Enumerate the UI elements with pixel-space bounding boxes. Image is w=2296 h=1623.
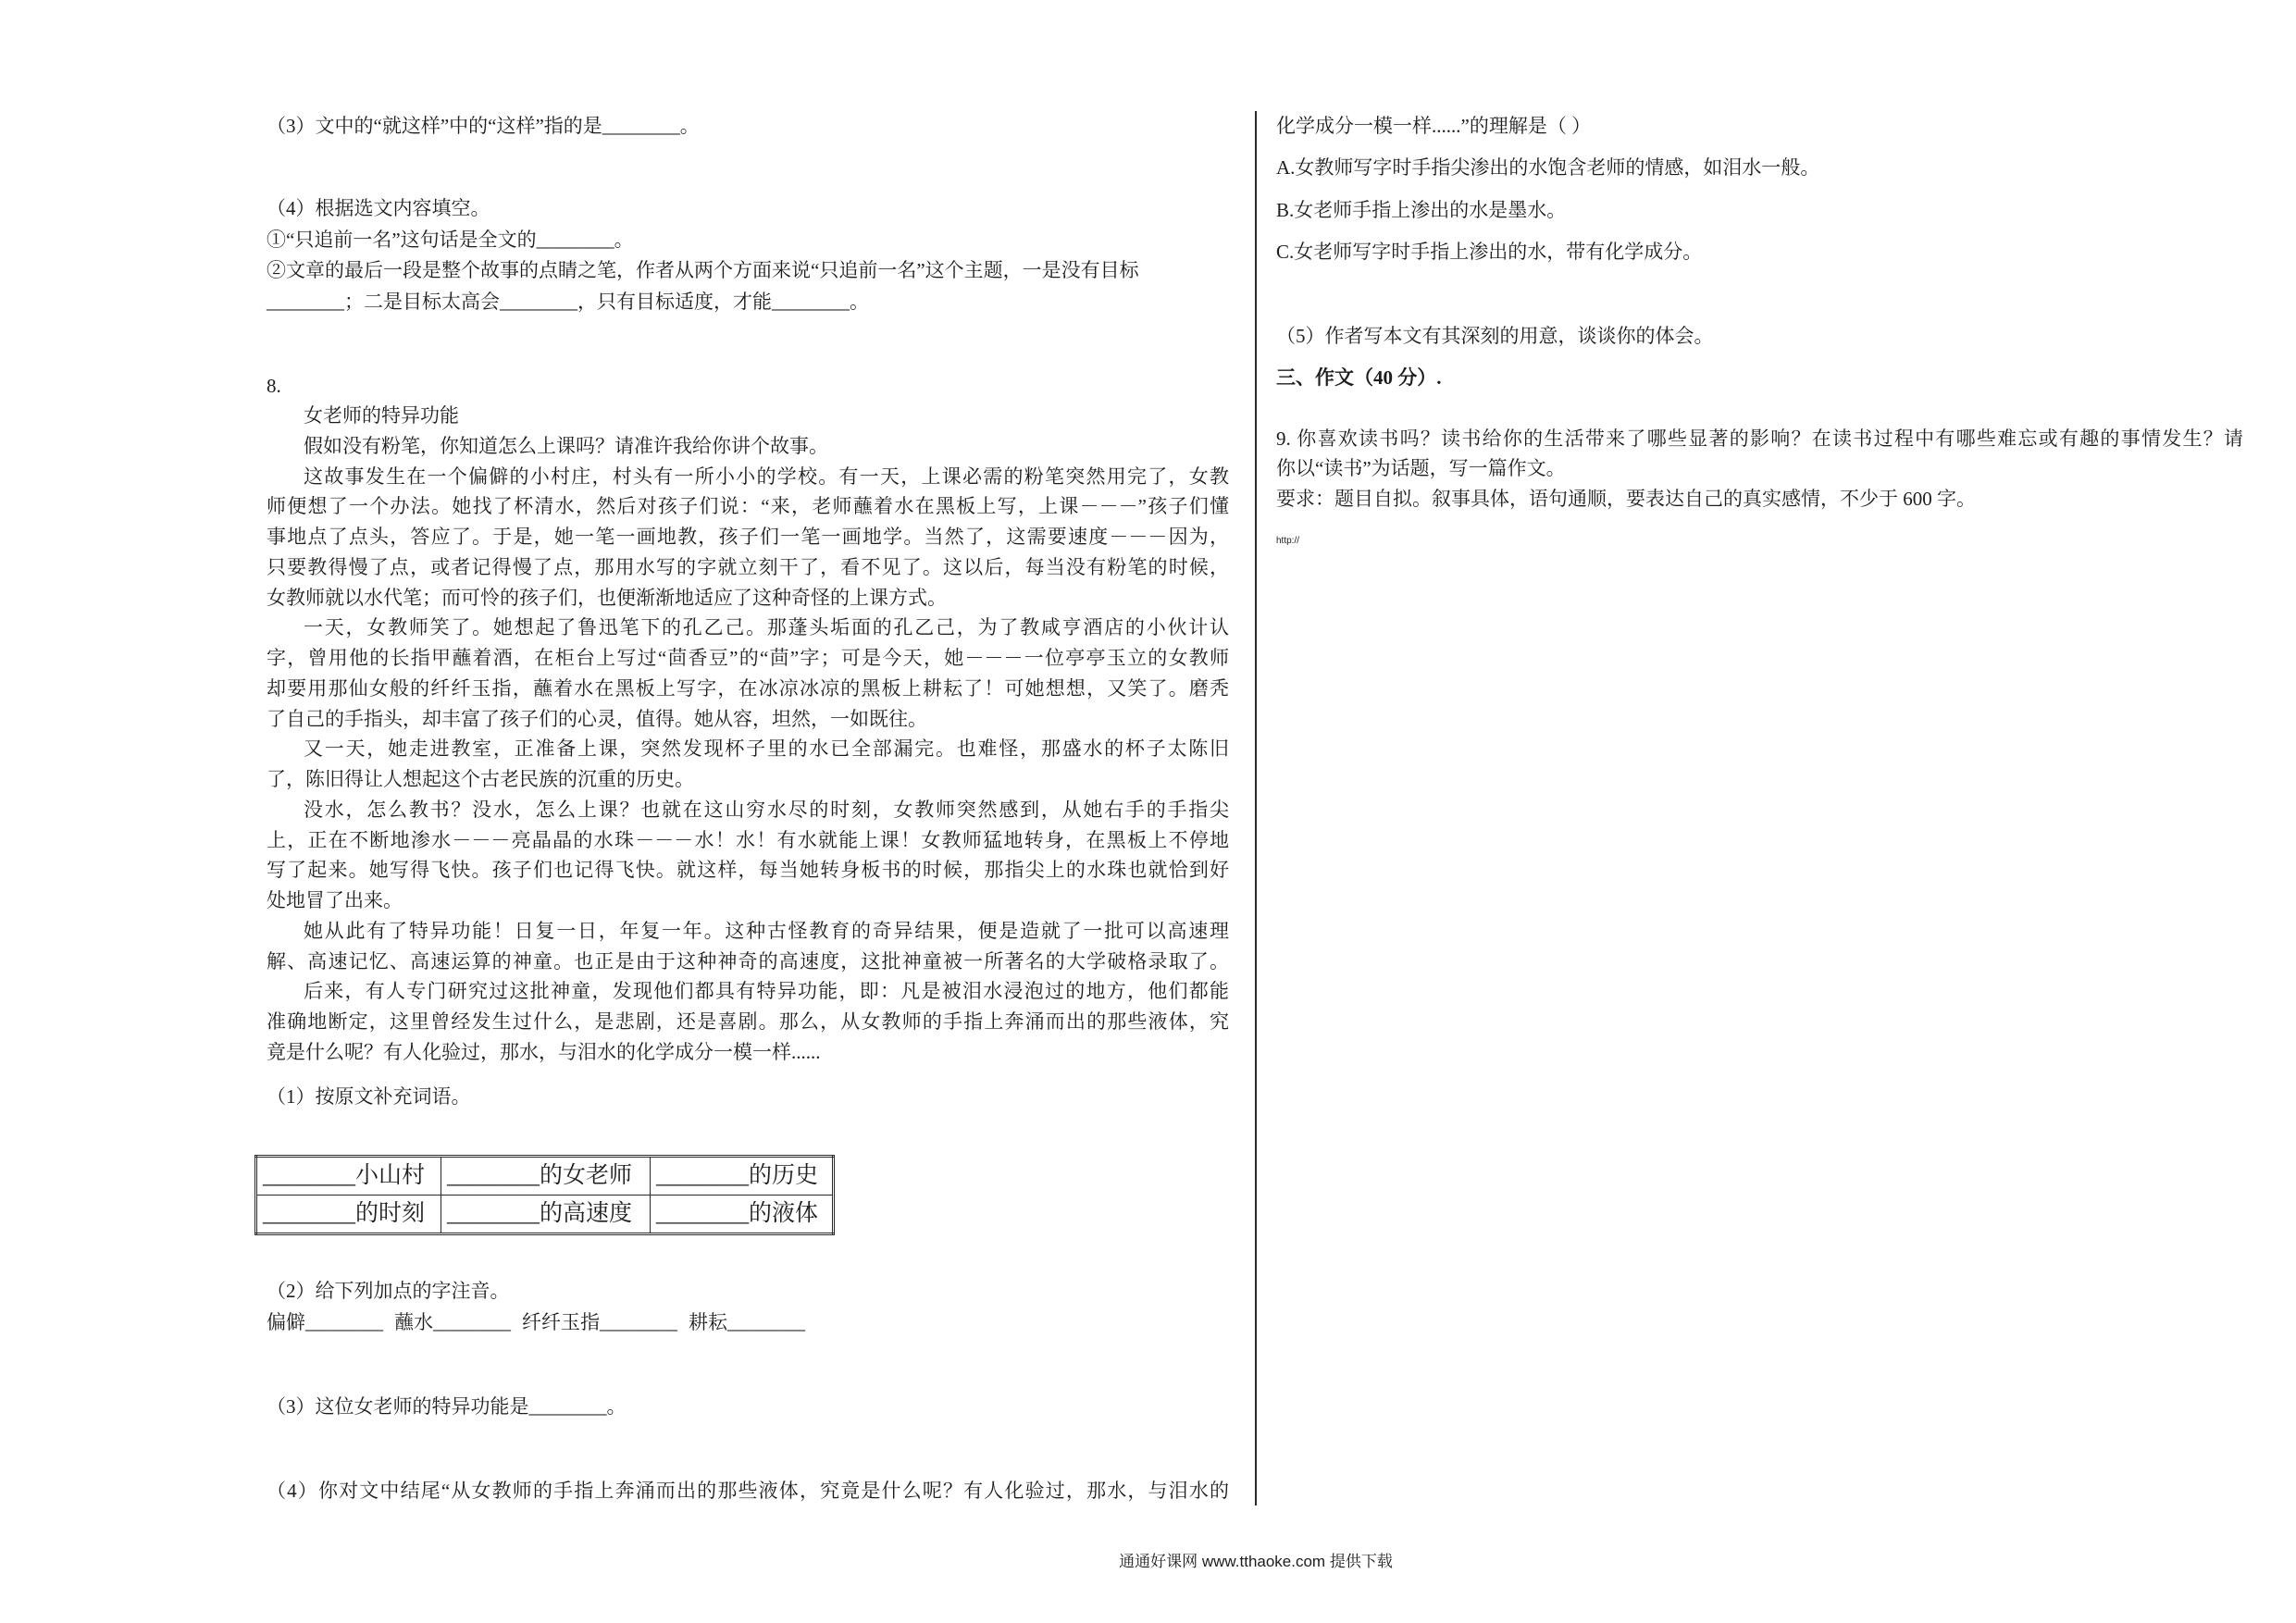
story-title: 女老师的特异功能 (304, 404, 459, 427)
q8-sub3-question: （3）这位女老师的特异功能是________。 (267, 1395, 627, 1418)
option-b: B.女老师手指上渗出的水是墨水。 (1276, 199, 1567, 221)
answer-blank: ________ (600, 1311, 677, 1333)
story-line: 后来，有人专门研究过这批神童，发现他们都具有特异功能，即：凡是被泪水浸泡过的地方，他们都能 (304, 980, 1229, 1003)
page-footer: 通通好课网 www.tthaoke.com 提供下载 (1119, 1553, 1393, 1570)
table-cell: ________的液体 (651, 1196, 834, 1234)
story-line: 女教师就以水代笔；而可怜的孩子们，也便渐渐地适应了这种奇怪的上课方式。 (267, 586, 947, 609)
pinyin-word: 纤纤玉指 (522, 1311, 600, 1333)
q8-sub4-question-line2: 化学成分一模一样......”的理解是（ ） (1276, 115, 1592, 137)
pinyin-item (267, 1307, 383, 1338)
story-line: 只要教得慢了点，或者记得慢了点，那用水写的字就立刻干了，看不见了。这以后，每当没有粉笔的时候， (267, 555, 1229, 578)
pinyin-item (522, 1307, 677, 1338)
table-cell: ________的时刻 (256, 1196, 441, 1234)
pinyin-word: 偏僻 (267, 1311, 305, 1333)
q9-line1: 9. 你喜欢读书吗？读书给你的生活带来了哪些显著的影响？在读书过程中有哪些难忘或有趣的事情发生？请 (1276, 427, 2243, 450)
story-line: 又一天，她走进教室，正准备上课，突然发现杯子里的水已全部漏完。也难怪，那盛水的杯子太陈旧 (304, 737, 1229, 761)
table-row (256, 1196, 834, 1234)
table-cell: ________小山村 (256, 1157, 441, 1196)
story-passage (267, 401, 1229, 1068)
question-8-number: 8. (267, 375, 281, 397)
story-line: 这故事发生在一个偏僻的小村庄，村头有一所小小的学校。有一天，上课必需的粉笔突然用完了，女教 (304, 465, 1229, 488)
pinyin-item (689, 1307, 805, 1338)
q7-sub3-question: （3）文中的“就这样”中的“这样”指的是________。 (267, 115, 700, 137)
q7-sub4-item1: ①“只追前一名”这句话是全文的________。 (267, 229, 634, 251)
url-text: http:// (1276, 536, 1300, 546)
q8-sub2-prompt: （2）给下列加点的字注音。 (267, 1280, 510, 1302)
table-cell: ________的历史 (651, 1157, 834, 1196)
pinyin-word: 耕耘 (689, 1311, 727, 1333)
answer-blank: ________ (305, 1311, 383, 1333)
pinyin-item (394, 1307, 511, 1338)
q9-line2: 你以“读书”为话题，写一篇作文。 (1276, 457, 1566, 479)
story-line: 上，正在不断地渗水－－－亮晶晶的水珠－－－水！水！有水就能上课！女教师猛地转身，在黑板上不停地 (267, 828, 1229, 851)
table-row (256, 1157, 834, 1196)
pinyin-items (267, 1307, 805, 1338)
story-line: 却要用那仙女般的纤纤玉指，蘸着水在黑板上写字，在冰凉冰凉的黑板上耕耘了！可她想想，又笑了。磨秃 (267, 676, 1229, 700)
option-c: C.女老师写字时手指上渗出的水，带有化学成分。 (1276, 241, 1703, 263)
story-line: 处地冒了出来。 (267, 889, 403, 911)
q7-sub4-item2-line1: ②文章的最后一段是整个故事的点睛之笔，作者从两个方面来说“只追前一名”这个主题，一是没有目标 (267, 259, 1139, 281)
column-divider (1255, 111, 1257, 1505)
story-line: 没水，怎么教书？没水，怎么上课？也就在这山穷水尽的时刻，女教师突然感到，从她右手的手指尖 (304, 798, 1229, 821)
q9-requirement: 要求：题目自拟。叙事具体，语句通顺，要表达自己的真实感情，不少于 600 字。 (1276, 488, 1976, 510)
story-line: 一天，女教师笑了。她想起了鲁迅笔下的孔乙己。那蓬头垢面的孔乙己，为了教咸亨酒店的小伙计认 (304, 616, 1229, 639)
q8-sub5-question: （5）作者写本文有其深刻的用意，谈谈你的体会。 (1276, 325, 1714, 347)
story-line: 准确地断定，这里曾经发生过什么，是悲剧，还是喜剧。那么，从女教师的手指上奔涌而出的那些液体，究 (267, 1010, 1229, 1033)
story-line: 写了起来。她写得飞快。孩子们也记得飞快。就这样，每当她转身板书的时候，那指尖上的水珠也就恰到好 (267, 859, 1229, 882)
story-line: 她从此有了特异功能！日复一日，年复一年。这种古怪教育的奇异结果，便是造就了一批可以高速理 (304, 919, 1229, 942)
word-fill-table (254, 1155, 835, 1235)
story-line: 竟是什么呢？有人化验过，那水，与泪水的化学成分一模一样...... (267, 1040, 821, 1063)
table-cell: ________的高速度 (441, 1196, 651, 1234)
story-line: 解、高速记忆、高速运算的神童。也正是由于这种神奇的高速度，这批神童被一所著名的大学破格录取了。 (267, 949, 1229, 973)
story-line: 假如没有粉笔，你知道怎么上课吗？请准许我给你讲个故事。 (304, 434, 828, 457)
q8-sub4-question-line1: （4）你对文中结尾“从女教师的手指上奔涌而出的那些液体，究竟是什么呢？有人化验过，那水，与泪水的 (267, 1480, 1229, 1502)
story-line: 师便想了一个办法。她找了杯清水，然后对孩子们说：“来，老师蘸着水在黑板上写，上课－－－”孩子们懂 (267, 495, 1229, 518)
answer-blank: ________ (433, 1311, 511, 1333)
answer-blank: ________ (727, 1311, 805, 1333)
q7-sub4-item2-line2: ________；二是目标太高会________，只有目标适度，才能________。 (267, 291, 869, 313)
pinyin-word: 蘸水 (394, 1311, 433, 1333)
story-line: 事地点了点头，答应了。于是，她一笔一画地教，孩子们一笔一画地学。当然了，这需要速度－－－因为， (267, 526, 1229, 548)
section-3-heading: 三、作文（40 分）. (1276, 366, 1442, 389)
story-line: 了自己的手指头，却丰富了孩子们的心灵，值得。她从容，坦然，一如既往。 (267, 707, 927, 730)
table-cell: ________的女老师 (441, 1157, 651, 1196)
story-line: 字，曾用他的长指甲蘸着酒，在柜台上写过“茴香豆”的“茴”字；可是今天，她－－－一位亭亭玉立的女教师 (267, 647, 1229, 669)
option-a: A.女教师写字时手指尖渗出的水饱含老师的情感，如泪水一般。 (1276, 156, 1820, 179)
q7-sub4-prompt: （4）根据选文内容填空。 (267, 197, 490, 219)
story-line: 了，陈旧得让人想起这个古老民族的沉重的历史。 (267, 768, 694, 790)
q8-sub1-prompt: （1）按原文补充词语。 (267, 1085, 471, 1108)
